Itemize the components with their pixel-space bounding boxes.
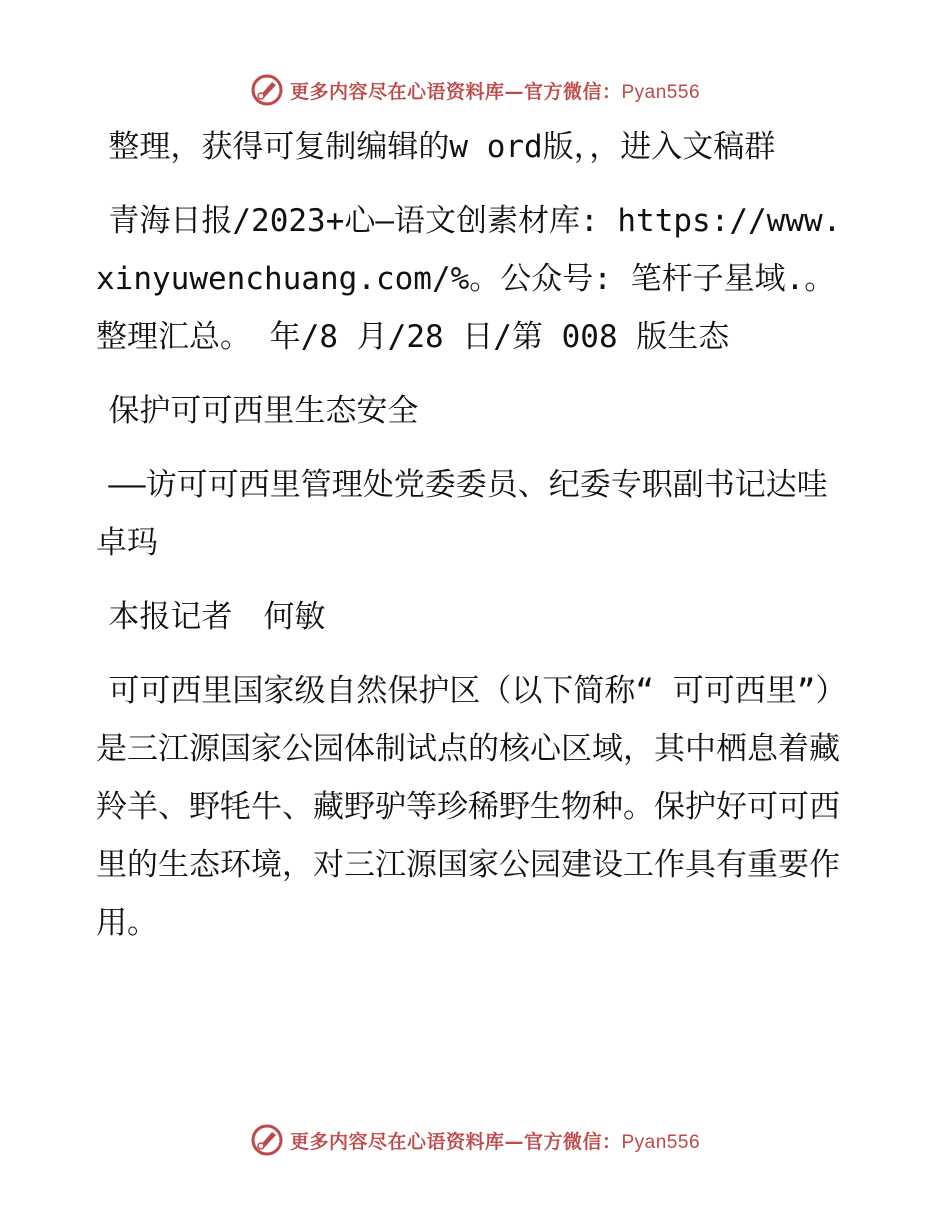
- intro-note: 整理，获得可复制编辑的w ord版，，进入文稿群: [108, 129, 776, 165]
- banner-main-text: 更多内容尽在心语资料库: [289, 80, 505, 103]
- byline: 本报记者 何敏: [108, 599, 326, 635]
- brush-seal-icon: [250, 1123, 284, 1157]
- article-title: 保护可可西里生态安全: [108, 393, 419, 429]
- header-banner: [0, 70, 950, 110]
- source-line: 青海日报/2023+心—语文创素材库: https://www.xinyuwenchuang.com/%。公众号: 笔杆子星域.。整理汇总。 年/8 月/28 日/第 008 版生态: [96, 203, 842, 355]
- banner-wechat-handle: Pyan556: [621, 81, 701, 103]
- banner-dash: —: [504, 80, 524, 103]
- banner-wechat-label: 官方微信：: [523, 80, 622, 103]
- body-paragraph: 可可西里国家级自然保护区（以下简称“ 可可西里”）是三江源国家公园体制试点的核心区域，其中栖息着藏羚羊、野牦牛、藏野驴等珍稀野生物种。保护好可可西里的生态环境，对三江源国家公园建设工作具有重要作用。: [96, 673, 847, 941]
- banner-wechat-handle: Pyan556: [621, 1131, 701, 1153]
- banner-wechat-label: 官方微信：: [523, 1130, 622, 1153]
- brush-seal-icon: [250, 73, 284, 107]
- header-banner-text: [290, 77, 700, 104]
- article-subtitle: ——访可可西里管理处党委委员、纪委专职副书记达哇卓玛: [96, 467, 828, 561]
- footer-banner-text: [290, 1127, 700, 1154]
- document-body: [96, 118, 856, 968]
- footer-banner: [0, 1120, 950, 1160]
- banner-main-text: 更多内容尽在心语资料库: [289, 1130, 505, 1153]
- banner-dash: —: [504, 1130, 524, 1153]
